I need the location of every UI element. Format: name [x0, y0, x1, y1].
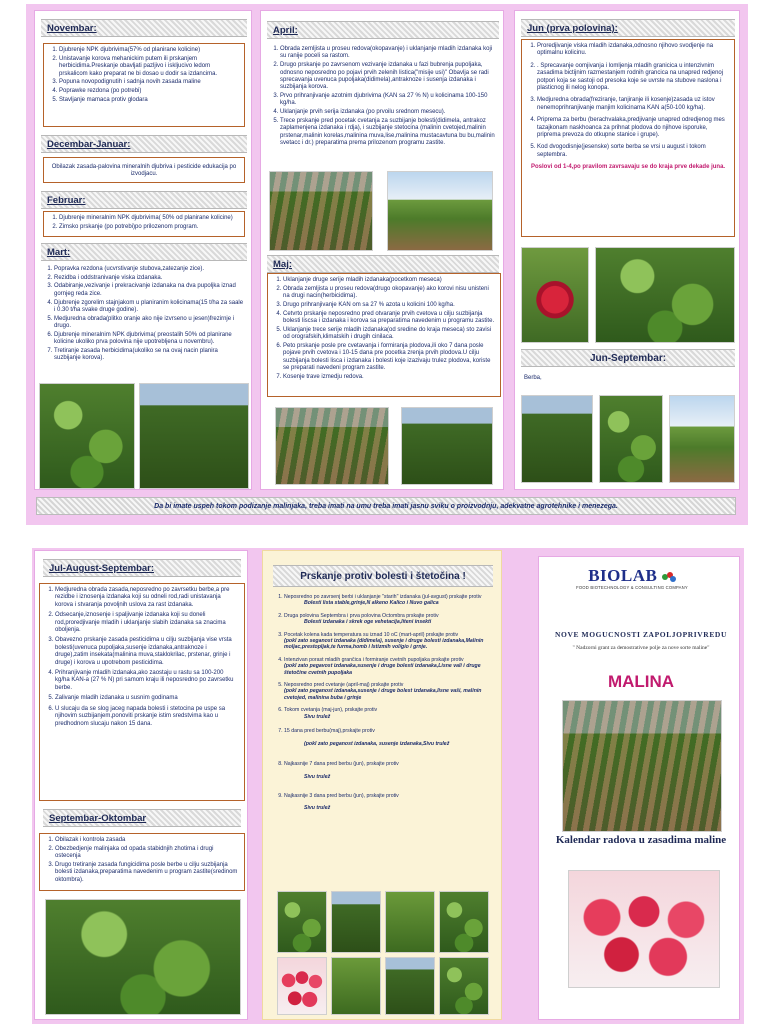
maj-list: [273, 277, 495, 381]
list-item: 3. Pocetak kolena kada temperatura su iznad 10 oC (mart-april) prskajte protiv (pokl zato seganost izdanaka (didimela), susenje i druge bolesti izdanaka,Malinin moljac,prestopljak,te furma,homb i Istizmih vol/gio i grnje.: [284, 632, 494, 651]
raspberry-field-photo: [139, 383, 249, 489]
bottom-banner: Da bi imate uspeh tokom podizanje malinjaka, treba imati na umu treba imati jasnu sviku o proizvodnju, adekvatne agrotehnike i menezega.: [36, 497, 736, 515]
list-item: 6. U slucaju da se slog jaceg napada bolesti i stetocina pe uspe sa njihovim suzbijanjem,ponoviti prskanje istim sredstvima kao u predhodnom slucaju nakon 15 dana.: [55, 706, 239, 728]
decembar-header: Decembar-Januar:: [41, 135, 247, 153]
brand-dots-icon: [662, 572, 676, 582]
cover-subheadline: " Nadzorni grant za demostrativne polje za nove sorte maline": [572, 645, 710, 651]
list-item: 1. Medjuredna obrada zasada,neposredno po zavrsetku berbe,a pre rezidbe i iznosenja izdanaka koji su odneli rod,radi unistavanja korova i stvaranja povoljnih uslova za rast izdanaka.: [55, 587, 239, 609]
list-item: 1. Djubrenje NPK djubrivima(57% od planirane kolicine): [59, 47, 239, 54]
maj-box: [267, 273, 501, 397]
picker-photo: [669, 395, 735, 483]
pest-photo-7: [385, 957, 435, 1015]
list-item: 4. Uklanjanje prvih serija izdanaka (po prvoilu srednom mesecu).: [280, 109, 498, 116]
list-item: 1. Uklanjanje druge serije mladih izdanaka(pocetkom meseca): [283, 277, 495, 284]
pest-photo-3: [385, 891, 435, 953]
pest-photo-2: [331, 891, 381, 953]
list-item: 7. Kosenje trave izmedju redova.: [283, 374, 495, 381]
farmer-in-field-photo: [387, 171, 493, 251]
list-item: 3. Popuna novopodignutih i sadnja novih zasada maline: [59, 79, 239, 86]
maj-header: Maj:: [267, 255, 499, 273]
brand-subtitle: FOOD BIOTECHNOLOGY & CONSULTING COMPANY: [576, 585, 688, 590]
berry-bowl-photo: [521, 247, 589, 343]
panel-column-5: [262, 550, 502, 1020]
pest-photo-8: [439, 957, 489, 1015]
julsept-header: Jul-August-Septembar:: [43, 559, 241, 577]
junsept-text: Berba,: [524, 375, 542, 381]
pest-photo-4: [439, 891, 489, 953]
orchard-rows-photo: [275, 407, 389, 485]
list-item: 3. Drugo prihranjivanje KAN om sa 27 % azota u kolicini 100 kg/ha.: [283, 302, 495, 309]
list-item: 2. Rezidba i oddstranivanje viska izdanaka.: [54, 275, 244, 282]
cover-headline: NOVE MOGUCNOSTI ZAPOLJOPRIVREDU: [555, 630, 727, 639]
prskanje-box: [269, 591, 499, 887]
young-canes-photo: [45, 899, 241, 1015]
list-item: 5. Trece prskanje pred pocetak cvetanja za suzbijanje bolesti(didimela, antrakoz zaplamenjena izdanaka i rdja), i suzbijanje stetocina (malinin cvetojed,malinin prstenar,malinin korelas,malinina muva,lise,malinina mustacavtuna bu bu,malinin svetacc i dr.) preparatima prema prilozenom programu zastite.: [280, 118, 498, 148]
prskanje-header: Prskanje protiv bolesti i štetočina !: [273, 565, 493, 587]
novembar-list: [49, 47, 239, 104]
panel-column-1: [34, 10, 252, 490]
februar-header: Februar:: [41, 191, 247, 209]
list-item: 3. Odabiranje,vezivanje i prekracivanje izdanaka na dva pupoljka iznad gornjeg reda zice.: [54, 283, 244, 298]
cover-crop-title: MALINA: [607, 672, 675, 691]
list-item: 2. . Sprecavanje oomjivanja i lomljenja mladih granicica u intenzivnim zasadima bictijnim razmestanjem rodnih grancica na unapred redjenoj potpori koja se sastoji od presoka koje se uvrste na stubove naslona i plasticnog ili nelog konopa.: [537, 63, 729, 93]
list-item: 4. Intenzivan porast mladih grančica i formiranje cvetnih pupoljaka prskajte protiv (pokl zato pegavost izdanaka,susenje i druge bolesti izdanaka,Lisne vali i druge štetočine cvetnih pupoljaka: [284, 657, 494, 676]
list-item: 4. Djubrenje zgorelim stajnjakom u planiranim kolicinama(15 t/ha za saale i 0.30 t/ha svake druge godine).: [54, 300, 244, 315]
list-item: 3. Obavezno prskanje zasada pesticidima u cilju suzbijanja vise vrsta bolesti(uvenuca pupoljaka,susenje izdanaka,antraknoze i druge),zatim insekata(malinina muva,staklokrilac, prstenar, grinje i druge) i korova u upotrebom pesticidima.: [55, 637, 239, 667]
list-item: 3. Medjuredna obrada(freziranje, tanjiranje ili kosenje)zasada uz istov nenemoprihranjivanje manjim kolicinama KAN a(50-100 kg/ha).: [537, 97, 729, 112]
list-item: 3. Drugo tretiranje zasada fungicidima posle berbe u cilju suzbijanja bolesti izdanaka,preparatima navedenim u program zastite(sredinom oktombra).: [55, 862, 239, 884]
mart-list: [44, 266, 244, 363]
list-item: 2. Unistavanje korova mehanickim putem ili prskanjem herbicidima.Preskanje obavljati pazljivo i iskljucivo ledom prskalicom kako preparat ne bi dosao u dodir sa izdancima.: [59, 56, 239, 78]
mart-box: [39, 263, 249, 381]
list-item: 4. Poprawke rezdona (po potrebi): [59, 88, 239, 95]
list-item: 8. Najkasnije 7 dana pred berbu (jun), prskajte protiv Sivu trulež: [284, 761, 494, 780]
jun-note: Poslovi od 1-4,po pravilom zavrsavaju se do kraja prve dekade juna.: [531, 164, 726, 171]
list-item: 9. Najkasnije 3 dana pred berbu (jun), prskajte protiv Sivu trulež: [284, 793, 494, 812]
list-item: 1. Obilazak i kontrola zasada: [55, 837, 239, 844]
prskanje-list: [274, 594, 494, 812]
list-item: 7. 15 dana pred berbu(maj),prskajte protiv (pokl zato peganost izdanaka, susenje izdanaka,Sivu trulež: [284, 728, 494, 747]
jun-box: [521, 39, 735, 237]
list-item: 2. Obezbedjenje malinjaka od opada stabidnjih zhotima i drugi ostecenja: [55, 846, 239, 861]
cover-field-photo: [562, 700, 722, 832]
decembar-text: Obilazak zasada-palovina mineralnih djubriva i pesticide edukacija po izvodjacu.: [51, 164, 237, 178]
april-list: [270, 46, 498, 147]
list-item: 5. Stavljanje mamaca protiv glodara: [59, 97, 239, 104]
field-workers-photo: [269, 171, 373, 251]
list-item: 2. Obrada zemljista u proseu redova(drugo okopavanje) ako korovi nisu unisteni na drugi nacin(herbicidima).: [283, 286, 495, 301]
list-item: 4. Cetvrto prskanje neposredno pred otvaranje prvih cvetova u cilju suzbijanja bolesti liscsa i izdanaka i korova sa preparatima navedenim u programu zastite.: [283, 311, 495, 326]
panel-column-3: [514, 10, 740, 490]
list-item: 2. Drugo prskanje po zavrsenom vezivanje izdanaka u fazi bubrenja pupoljaka, odnosno neposredno po pojavi prvih zelenih listica("misije usi)" Obavlja se radi sprecavanja uvenuca pupoljaka(didimela),antraknoze i susenja izdanaka i suzbijanja korova.: [280, 62, 498, 92]
cover-raspberries-photo: [568, 870, 720, 988]
raspberry-bushes-photo: [599, 395, 663, 483]
april-header: April:: [267, 21, 499, 39]
list-item: 7. Tretiranje zasada herbicidima(ukoliko se na ovaj nacin planira suzbijanje korova).: [54, 348, 244, 363]
list-item: 2. Zimsko prskanje (po potrebi)po prilozenom program.: [59, 224, 239, 231]
list-item: 1. Neposredno po zavrsenj berbi i uklanjanje "starih" izdanaka (jul-avgust) prskajte protiv Bolesti lista stable,grinje,N alkeno Kalico i Nuvo galica: [284, 594, 494, 607]
julsept-box: [39, 583, 245, 801]
picking-berries-photo: [595, 247, 735, 343]
list-item: 4. Priprema za berbu (berachvalaka,predjivanje unapred odredjenog mes tazajkonam naskhoanca za prihnat plodova do njihove isporuke, priprema prevoza do otkupne stanice i grupe).: [537, 117, 729, 139]
list-item: 1. Proredjivanje viska mladih izdanaka,odnosno njihovo svodjenje na optimalnu kolicinu.: [537, 43, 729, 58]
februar-box: [43, 211, 245, 237]
april-box: [265, 43, 503, 169]
raspberry-canes-photo: [39, 383, 135, 489]
list-item: 5. Zalivanje mladih izdanaka u susnim godinama: [55, 695, 239, 702]
biolab-logo: [572, 566, 692, 590]
septokt-box: [39, 833, 245, 891]
list-item: 6. Tokom cvetanja (maj-jun), prskajte protiv Sivu trulež: [284, 707, 494, 720]
list-item: 3. Prvo prihranjivanje azotnim djubrivima (KAN sa 27 % N) u kolicinama 100-150 kg/ha.: [280, 93, 498, 108]
tractor-spraying-photo: [401, 407, 493, 485]
list-item: 2. Odsecanje,iznosenje i spaljivanje izdanaka koji su doneli rod,proredjivanje mladih i uklanjanje slabih izdanaka sa znacima oboljenja.: [55, 612, 239, 634]
mart-header: Mart:: [41, 243, 247, 261]
list-item: 1. Djubrenje mineralnim NPK djubrivima( 50% od planirane kolicine): [59, 215, 239, 222]
list-item: 6. Peto prskanje posle pre cvetavanja i formiranja plodova,ili oko 7 dana posle pojave prvih cvetova i 10-15 dana pre pocetka zrenja prvih plodova.U cilju suzbijanja bolesti lisca i izdanaka i bolesti koje izazivaju trulez plodova, koriste se preparati navedeni program zastite.: [283, 343, 495, 373]
list-item: 5. Medjuredna obrada(plitko oranje ako nije izvrseno u jesen)frezirnje i drugo.: [54, 316, 244, 331]
septokt-header: Septembar-Oktombar: [43, 809, 241, 827]
novembar-box: [43, 43, 245, 127]
harvester-photo: [521, 395, 593, 483]
brand-name: BIOLAB: [588, 566, 658, 585]
list-item: 5. Kod dvogodisnje(jesenske) sorte berba se vrsi u august i tokom septembra.: [537, 144, 729, 159]
pest-photo-6: [331, 957, 381, 1015]
brochure-outer-side: [26, 4, 748, 525]
pest-photo-1: [277, 891, 327, 953]
list-item: 5. Neposredno pred cvetanje (april-maj) prskajte protiv (pokl zato peganost izdanaka,susenje i druge bolest izdanaka,lisne vaši, malinin cvetojed, malinina buba i grinje: [284, 682, 494, 701]
list-item: 5. Uklanjanje trece serije mladih izdanaka(od sredine do kraja meseca) sto zavisi od orografskih,klimatskih i drugih cinilaca.: [283, 327, 495, 342]
list-item: 1. Obrada zemljista u proseu redova(okopavanje) i uklanjanje mladih izdanaka koji su ranije poceli sa rastom.: [280, 46, 498, 61]
list-item: 6. Djubrenje mineralnim NPK djubrivima( preostalih 50% od planirane kolicine ukoliko prva polovina nije upotrebljena u novembru).: [54, 332, 244, 347]
junsept-box: [519, 369, 735, 389]
junsept-header: Jun-Septembar:: [521, 349, 735, 367]
list-item: 4. Prihranjivanje mladih izdanaka,ako zaostaju u rastu sa 100-200 kg/ha KAN-a (27 % N) pri samom kraju ili neposredno po zavrsetku berbe.: [55, 670, 239, 692]
julsept-list: [45, 587, 239, 728]
panel-column-2: [260, 10, 504, 490]
list-item: 1. Popravka rezdona (ucvrstivanje stubova,zatezanje zice).: [54, 266, 244, 273]
februar-list: [49, 215, 239, 231]
decembar-box: [43, 157, 245, 183]
cover-caption: Kalendar radova u zasadima maline: [555, 834, 727, 846]
septokt-list: [45, 837, 239, 884]
novembar-header: Novembar:: [41, 19, 247, 37]
panel-column-4: [34, 550, 248, 1020]
jun-header: Jun (prva polovina):: [521, 19, 735, 37]
pest-photo-5: [277, 957, 327, 1015]
list-item: 2. Druga polovina Septembra i prva polovina Octombra prskajte protiv Bolesti izdanaka i skrek oge vehetacija,liteni insekti: [284, 613, 494, 626]
jun-list: [527, 43, 729, 159]
